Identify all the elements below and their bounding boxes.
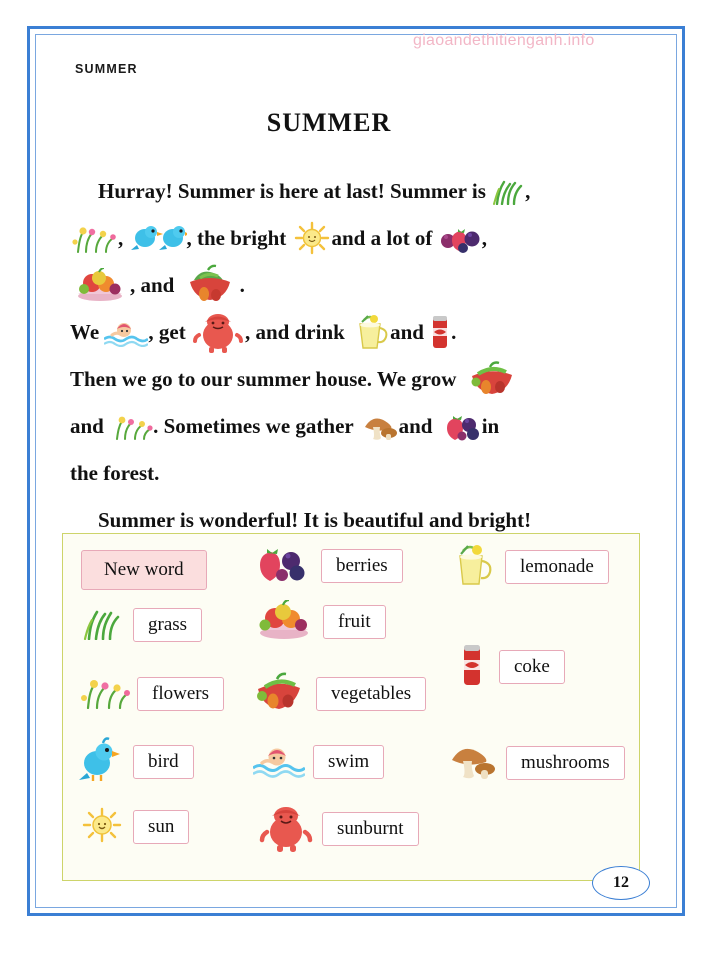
vocab-label-new-word[interactable]: New word	[81, 550, 207, 590]
vocab-row	[81, 550, 207, 590]
story-text	[70, 168, 600, 544]
story-line-7	[70, 450, 600, 497]
vocab-label-grass[interactable]: grass	[133, 608, 202, 642]
text-run: in	[481, 414, 500, 438]
text-run: , get	[148, 320, 186, 344]
sunburnt-icon	[258, 802, 314, 852]
text-run: . Sometimes we gather	[153, 414, 354, 438]
fruit-icon	[70, 268, 130, 302]
vocab-label-coke[interactable]: coke	[499, 650, 565, 684]
sun-icon	[292, 221, 332, 255]
text-run: , and drink	[245, 320, 345, 344]
vocab-item-fruit[interactable]	[253, 602, 386, 642]
flowers-icon	[109, 412, 153, 440]
swim-icon	[253, 742, 305, 778]
vocab-item-sun[interactable]	[81, 809, 189, 845]
vegetables-icon	[180, 264, 240, 306]
text-run: and	[70, 414, 104, 438]
story-line-3	[70, 262, 600, 309]
text-run: , the bright	[186, 226, 287, 250]
text-run: ,	[118, 226, 124, 250]
swim-icon	[104, 317, 148, 347]
lemonade-icon	[449, 542, 495, 588]
sun-icon	[81, 807, 123, 843]
text-run: ,	[525, 179, 531, 203]
flowers-icon	[70, 223, 118, 253]
story-line-6	[70, 403, 600, 450]
coke-icon	[429, 314, 451, 350]
vocab-item-swim[interactable]	[253, 744, 384, 780]
text-run: the forest.	[70, 461, 160, 485]
vocab-item-vegetables[interactable]	[248, 674, 426, 714]
lemonade-icon	[350, 312, 390, 352]
page-number: 12	[592, 866, 650, 900]
story-line-1	[70, 168, 600, 215]
mushrooms-icon	[446, 740, 498, 782]
vocab-label-swim[interactable]: swim	[313, 745, 384, 779]
text-run: Then we go to our summer house. We grow	[70, 367, 457, 391]
text-run: .	[451, 320, 457, 344]
story-line-4	[70, 309, 600, 356]
fruit-icon	[253, 600, 315, 640]
new-words-box	[62, 533, 640, 881]
vocab-label-flowers[interactable]: flowers	[137, 677, 224, 711]
text-run: and	[398, 414, 433, 438]
text-run: and	[390, 320, 424, 344]
vocab-label-sun[interactable]: sun	[133, 810, 189, 844]
vocab-item-grass[interactable]	[83, 608, 202, 642]
grass-icon	[491, 177, 525, 205]
vocab-item-berries[interactable]	[253, 546, 403, 586]
berries-icon	[438, 223, 482, 253]
story-line-2	[70, 215, 600, 262]
page-title: SUMMER	[266, 108, 392, 137]
vocab-item-lemonade[interactable]	[449, 544, 609, 590]
vegetables-icon	[248, 672, 310, 712]
berries-icon	[253, 544, 309, 584]
vocab-label-lemonade[interactable]: lemonade	[505, 550, 609, 584]
text-run: .	[239, 273, 245, 297]
text-run: ,	[481, 226, 487, 250]
coke-icon	[459, 642, 485, 688]
vocab-item-sunburnt[interactable]	[258, 804, 419, 854]
vocab-label-sunburnt[interactable]: sunburnt	[322, 812, 419, 846]
berries-icon	[438, 411, 482, 441]
sunburnt-icon	[191, 311, 245, 353]
vocab-item-mushrooms[interactable]	[446, 742, 625, 784]
grass-icon	[83, 606, 123, 640]
vocab-label-mushrooms[interactable]: mushrooms	[506, 746, 625, 780]
bird-icon	[129, 223, 187, 253]
vocab-item-flowers[interactable]	[79, 677, 224, 711]
text-run: Hurray! Summer is here at last! Summer is	[98, 179, 486, 203]
mushrooms-icon	[359, 411, 399, 441]
text-run: and a lot of	[331, 226, 433, 250]
text-run: We	[70, 320, 100, 344]
vocab-label-vegetables[interactable]: vegetables	[316, 677, 426, 711]
story-line-5	[70, 356, 600, 403]
vocab-item-coke[interactable]	[459, 644, 565, 690]
bird-icon	[77, 737, 123, 783]
text-run: , and	[130, 273, 175, 297]
vocab-label-fruit[interactable]: fruit	[323, 605, 386, 639]
vocab-label-berries[interactable]: berries	[321, 549, 403, 583]
vocab-label-bird[interactable]: bird	[133, 745, 194, 779]
watermark-text: giaoandethitienganh.info	[413, 32, 595, 49]
vegetables-icon	[462, 360, 522, 398]
flowers-icon	[79, 675, 131, 709]
running-head: SUMMER	[75, 62, 138, 76]
text-run: Summer is wonderful! It is beautiful and bright!	[98, 508, 532, 532]
vocab-item-bird[interactable]	[77, 739, 194, 785]
